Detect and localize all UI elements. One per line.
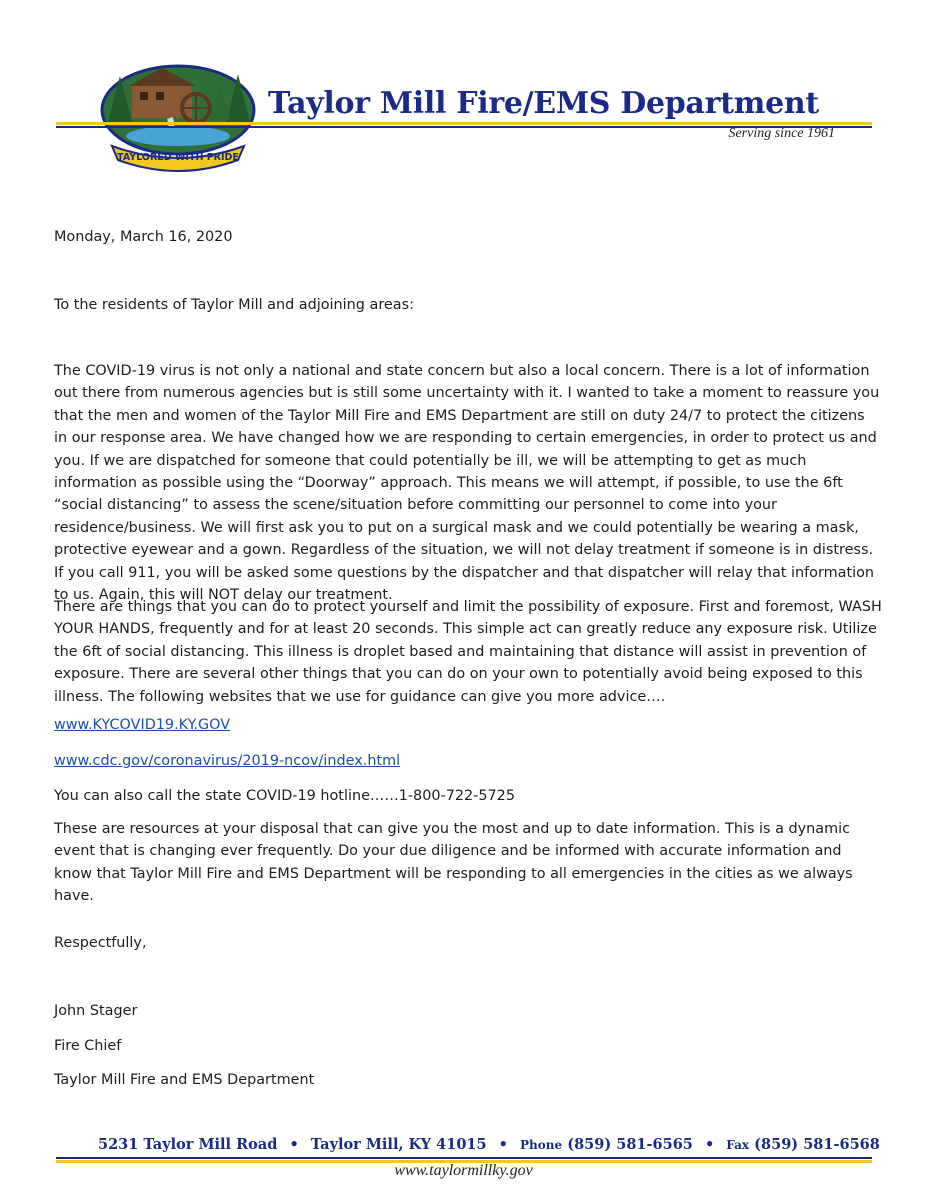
footer-separator: • (289, 1136, 299, 1153)
footer-fax: (859) 581-6568 (754, 1136, 880, 1153)
footer-website: www.taylormillky.gov (394, 1162, 533, 1179)
footer-address: 5231 Taylor Mill Road (98, 1136, 278, 1153)
hotline-text: You can also call the state COVID-19 hotline……1-800-722-5725 (54, 788, 515, 804)
paragraph-3: These are resources at your disposal that can give you the most and up to date information. This is a dynamic event that is changing ever frequently. Do your due diligence and be informed with accurate information and know that Taylor Mill Fire and EMS Department will be responding to all emergencies in the cities as we always have. (54, 821, 853, 905)
department-title: Taylor Mill Fire/EMS Department (268, 86, 819, 121)
link-cdc-row (54, 750, 882, 772)
serving-since-tagline: Serving since 1961 (728, 126, 835, 141)
footer-contact-line (98, 1136, 880, 1153)
paragraph-1: The COVID-19 virus is not only a national and state concern but also a local concern. There is a lot of information out there from numerous agencies but is still some uncertainty with it. I wanted to take a moment to reassure you that the men and women of the Taylor Mill Fire and EMS Department are still on duty 24/7 to protect the citizens in our response area. We have changed how we are responding to certain emergencies, in order to protect us and you. If we are dispatched for someone that could potentially be ill, we will be attempting to get as much information as possible using the “Doorway” approach. This means we will attempt, if possible, to use the 6ft “social distancing” to assess the scene/situation before committing our personnel to come into your residence/business. We will first ask you to put on a surgical mask and we could potentially be wearing a mask, protective eyewear and a gown. Regardless of the situation, we will not delay treatment if someone is in distress. If you call 911, you will be asked some questions by the dispatcher and that dispatcher will relay that information to us. Again, this will NOT delay our treatment. (54, 363, 880, 604)
link-kycovid[interactable]: www.KYCOVID19.KY.GOV (54, 717, 231, 733)
footer-fax-label: Fax (726, 1138, 750, 1152)
footer-city: Taylor Mill, KY 41015 (310, 1136, 487, 1153)
header-rule-yellow (56, 122, 872, 125)
signer-organization: Taylor Mill Fire and EMS Department (54, 1072, 315, 1088)
footer-phone: (859) 581-6565 (567, 1136, 693, 1153)
footer-rule-blue (56, 1157, 872, 1159)
footer-separator: • (704, 1136, 715, 1153)
link-cdc[interactable]: www.cdc.gov/coronavirus/2019-ncov/index.html (54, 753, 401, 769)
footer-phone-label: Phone (520, 1138, 563, 1152)
signer-title: Fire Chief (54, 1038, 122, 1054)
signer-name: John Stager (54, 1003, 138, 1019)
letter-date: Monday, March 16, 2020 (54, 229, 233, 245)
footer-separator: • (498, 1136, 508, 1153)
closing: Respectfully, (54, 935, 147, 951)
paragraph-2: There are things that you can do to protect yourself and limit the possibility of exposure. First and foremost, WASH YOUR HANDS, frequently and for at least 20 seconds. This simple act can greatly reduce any exposure risk. Utilize the 6ft of social distancing. This illness is droplet based and maintaining that distance will assist in prevention of exposure. There are several other things that you can do on your own to potentially avoid being exposed to this illness. The following websites that we use for guidance can give you more advice…. (54, 599, 882, 705)
letter-salutation: To the residents of Taylor Mill and adjoining areas: (54, 297, 414, 313)
link-kycovid-row (54, 714, 882, 736)
logo-motto: TAYLORED WITH PRIDE (117, 152, 239, 163)
mill-logo (98, 62, 258, 172)
